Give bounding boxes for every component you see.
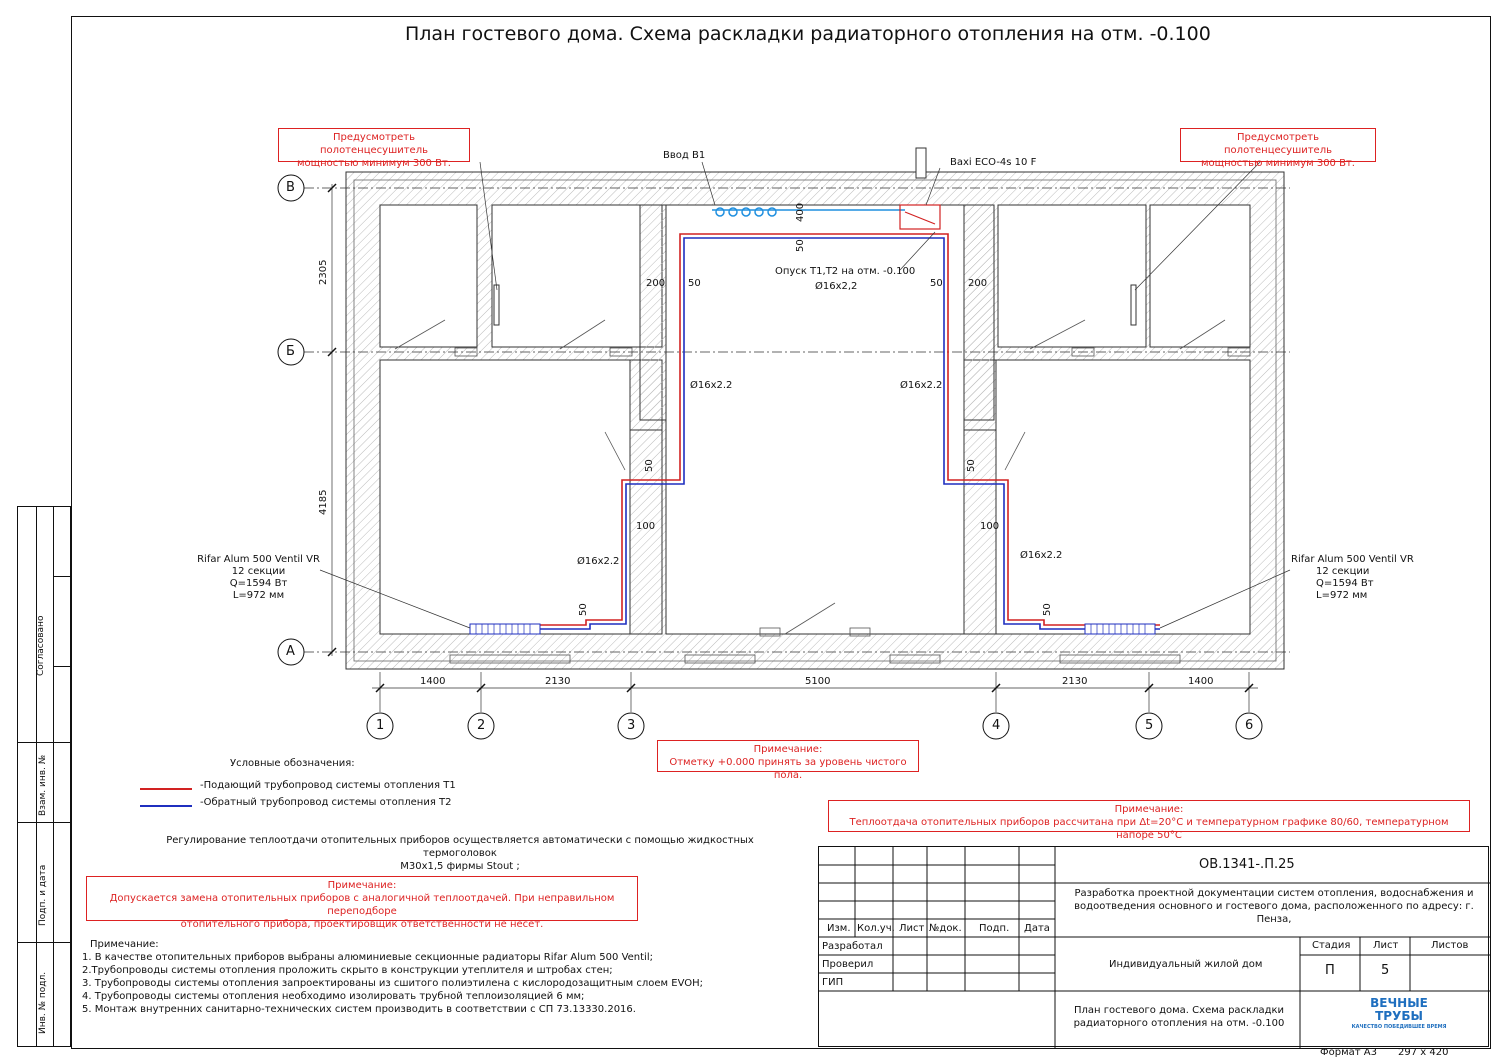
title-block [818,846,1489,1047]
label-inlet: Ввод В1 [663,150,706,161]
tb-sheet-h: Лист [1373,940,1399,951]
replace-note [86,876,638,930]
axis-row-v: В [286,180,295,195]
tb-sheet-title-line: План гостевого дома. Схема раскладки [1073,1005,1285,1016]
tb-stage-h: Стадия [1312,940,1351,951]
regulation-text [135,834,785,873]
label-d400: 400 [795,202,806,222]
tb-h-doc: №док. [929,923,962,934]
axis-col-3: 3 [627,718,636,733]
label-d50-top: 50 [795,239,806,252]
logo-slogan: КАЧЕСТВО ПОБЕДИВШЕЕ ВРЕМЯ [1351,1024,1447,1030]
tb-project-line: водоотведения основного и гостевого дома, расположенного по адресу: г. Пенза, [1074,901,1474,925]
radiator-sections: 12 секции [231,566,286,577]
axis-row-a: А [286,644,295,659]
logo [1349,997,1449,1031]
radiator-model: Rifar Alum 500 Ventil VR [1291,554,1414,565]
side-sign-date: Подп. и дата [38,864,48,926]
tb-project [1059,887,1489,926]
note-line: Отметку +0.000 принять за уровень чистого пола. [669,757,907,781]
label-d50-l: 50 [688,278,701,289]
label-d100-l: 100 [636,521,656,532]
tb-code: ОВ.1341-.П.25 [1199,857,1295,872]
logo-word-2: ТРУБЫ [1375,1009,1423,1023]
note-line: Предусмотреть полотенцесушитель [1224,132,1332,156]
dim-2130-l: 2130 [545,676,571,687]
radiator-sections: 12 секции [1316,566,1370,577]
note-item: 2.Трубопроводы системы отопления проложить скрыто в конструкции утеплителя и штробах стен; [82,965,613,976]
dim-2130-r: 2130 [1062,676,1088,687]
axis-col-4: 4 [992,718,1001,733]
axis-col-2: 2 [477,718,486,733]
legend-supply: -Подающий трубопровод системы отопления Т1 [200,780,456,791]
note-item: 1. В качестве отопительных приборов выбраны алюминиевые секционные радиаторы Rifar Alum 500 Ventil; [82,952,653,963]
legend-title: Условные обозначения: [230,758,355,769]
axis-col-6: 6 [1245,718,1254,733]
note-line: Теплоотдача отопительных приборов рассчитана при Δt=20°С и температурном графике 80/60, температурном напоре 50°С [849,817,1449,841]
note-line: Примечание: [1114,804,1184,815]
tb-h-izm: Изм. [827,923,851,934]
radiator-length: L=972 мм [232,590,285,601]
note-item: 3. Трубопроводы системы отопления запроектированы из сшитого полиэтилена с кислородозащитным слоем EVOH; [82,978,703,989]
note-line: отопительного прибора, проектировщик ответственности не несет. [180,919,544,930]
label-d50-r: 50 [930,278,943,289]
side-agreed: Согласовано [36,615,46,676]
side-replace-inv: Взам. инв. № [38,754,48,816]
outer-walls [346,172,1284,669]
tb-object: Индивидуальный жилой дом [1109,959,1263,970]
label-d100-r: 100 [980,521,1000,532]
legend-return-swatch [140,805,192,807]
mark-note [657,740,919,781]
note-line: Предусмотреть полотенцесушитель [320,132,428,156]
label-boiler: Baxi ECO-4s 10 F [950,157,1037,168]
tb-sheet: 5 [1381,963,1390,978]
side-inv-orig: Инв. № подл. [38,971,48,1034]
dim-5100: 5100 [805,676,831,687]
towel-note-right [1180,128,1376,169]
regulation-line: Регулирование теплоотдачи отопительных приборов осуществляется автоматически с помощью жидкостных термоголовок [166,835,754,859]
tb-sheet-title [1059,1004,1299,1030]
tb-stage: П [1325,963,1335,978]
heat-note [828,800,1470,841]
legend-supply-swatch [140,788,192,790]
label-pipe-l1: Ø16х2.2 [690,380,733,391]
note-line: мощностью минимум 300 Вт. [297,158,451,169]
label-d50-l2: 50 [644,459,655,472]
label-d200-r: 200 [968,278,988,289]
radiator-label-left [196,554,321,602]
tb-role-gip: ГИП [822,977,844,988]
tb-h-list: Лист [899,923,925,934]
note-line: Примечание: [753,744,823,755]
tb-role-check: Проверил [822,959,874,970]
label-riser: Опуск Т1,Т2 на отм. -0.100 [775,266,916,277]
label-pipe-l2: Ø16х2.2 [577,556,620,567]
tb-h-sign: Подп. [979,923,1010,934]
towel-note-left [278,128,470,169]
label-pipe-r2: Ø16х2.2 [1020,550,1063,561]
label-d50-r3: 50 [1042,603,1053,616]
format-label: Формат А3 [1320,1047,1377,1058]
page-title: План гостевого дома. Схема раскладки радиаторного отопления на отм. -0.100 [405,23,1211,45]
label-d50-l3: 50 [578,603,589,616]
radiator-model: Rifar Alum 500 Ventil VR [197,554,320,565]
tb-role-dev: Разработал [822,941,883,952]
tb-h-date: Дата [1024,923,1050,934]
dim-2305: 2305 [318,259,329,285]
note-line: Примечание: [327,880,397,891]
label-pipe-main: Ø16х2,2 [815,281,858,292]
axis-row-b: Б [286,344,295,359]
legend-return: -Обратный трубопровод системы отопления Т2 [200,797,452,808]
note-item: 4. Трубопроводы системы отопления необходимо изолировать трубной теплоизоляцией 6 мм; [82,991,585,1002]
regulation-line: М30х1,5 фирмы Stout ; [400,861,520,872]
tb-sheets-h: Листов [1431,940,1469,951]
note-line: Допускается замена отопительных приборов с аналогичной теплоотдачей. При неправильном переподборе [109,893,615,917]
dim-4185: 4185 [318,489,329,515]
radiator-length: L=972 мм [1316,590,1368,601]
note-line: мощностью минимум 300 Вт. [1201,158,1355,169]
label-d200-l: 200 [646,278,666,289]
note-item: 5. Монтаж внутренних санитарно-технических систем производить в соответствии с СП 73.13330.2016. [82,1004,636,1015]
label-d50-r2: 50 [966,459,977,472]
tb-h-kol: Кол.уч. [857,923,895,934]
radiator-power: Q=1594 Вт [1316,578,1374,589]
tb-sheet-title-line: радиаторного отопления на отм. -0.100 [1073,1018,1285,1029]
dim-1400-l: 1400 [420,676,446,687]
axis-col-5: 5 [1145,718,1154,733]
radiator-label-right [1291,554,1416,602]
logo-word-1: ВЕЧНЫЕ [1370,996,1428,1010]
general-notes [82,938,802,1016]
label-pipe-r1: Ø16х2.2 [900,380,943,391]
format-size: 297 х 420 [1398,1047,1449,1058]
notes-title: Примечание: [90,939,159,950]
tb-project-line: Разработка проектной документации систем отопления, водоснабжения и [1074,888,1474,899]
radiator-power: Q=1594 Вт [229,578,288,589]
axis-col-1: 1 [376,718,385,733]
dim-1400-r: 1400 [1188,676,1214,687]
